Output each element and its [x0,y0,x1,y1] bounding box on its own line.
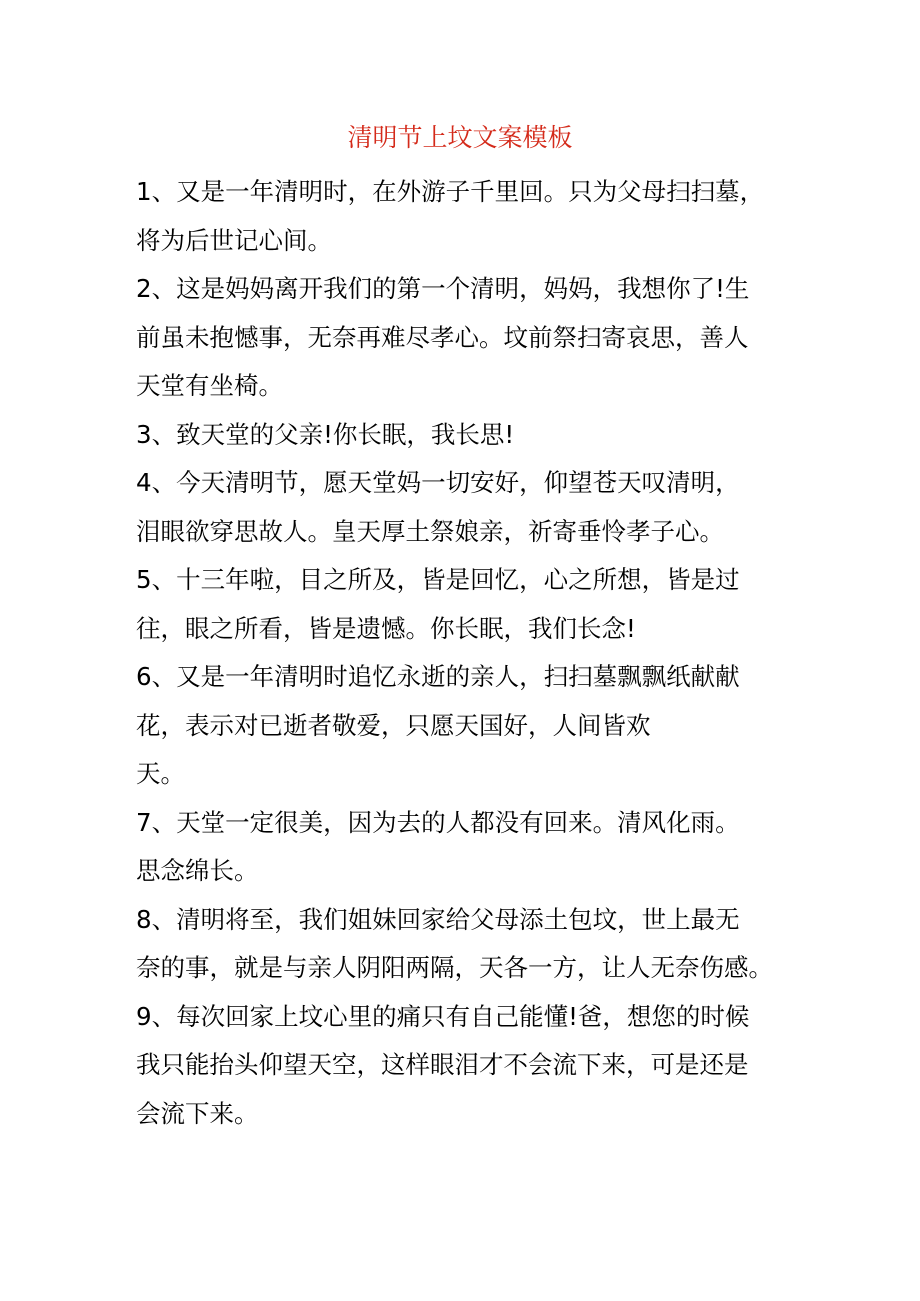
item-line: 7、天堂一定很美，因为去的人都没有回来。清风化雨。 [136,807,740,837]
item-line: 思念绵长。 [136,856,259,885]
list-item-5 [136,556,801,653]
item-line: 会流下来。 [136,1098,259,1128]
list-item-4 [136,459,801,556]
item-line: 前虽未抱憾事，无奈再难尽孝心。坟前祭扫寄哀思，善人 [136,322,749,352]
list-item-2 [136,265,801,411]
item-line: 4、今天清明节，愿天堂妈一切安好，仰望苍天叹清明， [136,468,740,497]
item-line: 6、又是一年清明时追忆永逝的亲人，扫扫墓飘飘纸献献 [136,662,740,691]
list-item-7 [136,799,801,896]
list-item-3 [136,411,801,460]
item-line: 1、又是一年清明时，在外游子千里回。只为父母扫扫墓， [136,177,765,206]
item-line: 天。 [136,759,185,788]
item-line: 奈的事，就是与亲人阴阳两隔，天各一方，让人无奈伤感。 [136,953,773,982]
item-line: 花，表示对已逝者敬爱，只愿天国好，人间皆欢 [136,710,651,740]
list-item-1 [136,168,801,265]
item-line: 8、清明将至，我们姐妹回家给父母添土包坟，世上最无 [136,904,740,934]
item-line: 我只能抬头仰望天空，这样眼泪才不会流下来，可是还是 [136,1050,749,1079]
document-title: 清明节上坟文案模板 [347,123,573,152]
list-item-9 [136,993,801,1139]
item-line: 9、每次回家上坟心里的痛只有自己能懂!爸，想您的时候 [136,1001,750,1031]
item-list [136,168,801,1138]
list-item-6 [136,653,801,799]
item-line: 将为后世记心间。 [136,225,332,255]
item-line: 泪眼欲穿思故人。皇天厚土祭娘亲，祈寄垂怜孝子心。 [136,516,724,546]
list-item-8 [136,896,801,993]
item-line: 往，眼之所看，皆是遗憾。你长眠，我们长念! [136,613,636,643]
item-line: 天堂有坐椅。 [136,371,283,400]
item-line: 2、这是妈妈离开我们的第一个清明，妈妈，我想你了!生 [136,274,750,303]
item-line: 3、致天堂的父亲!你长眠，我长思! [136,419,515,449]
item-line: 5、十三年啦，目之所及，皆是回忆，心之所想，皆是过 [136,565,740,594]
